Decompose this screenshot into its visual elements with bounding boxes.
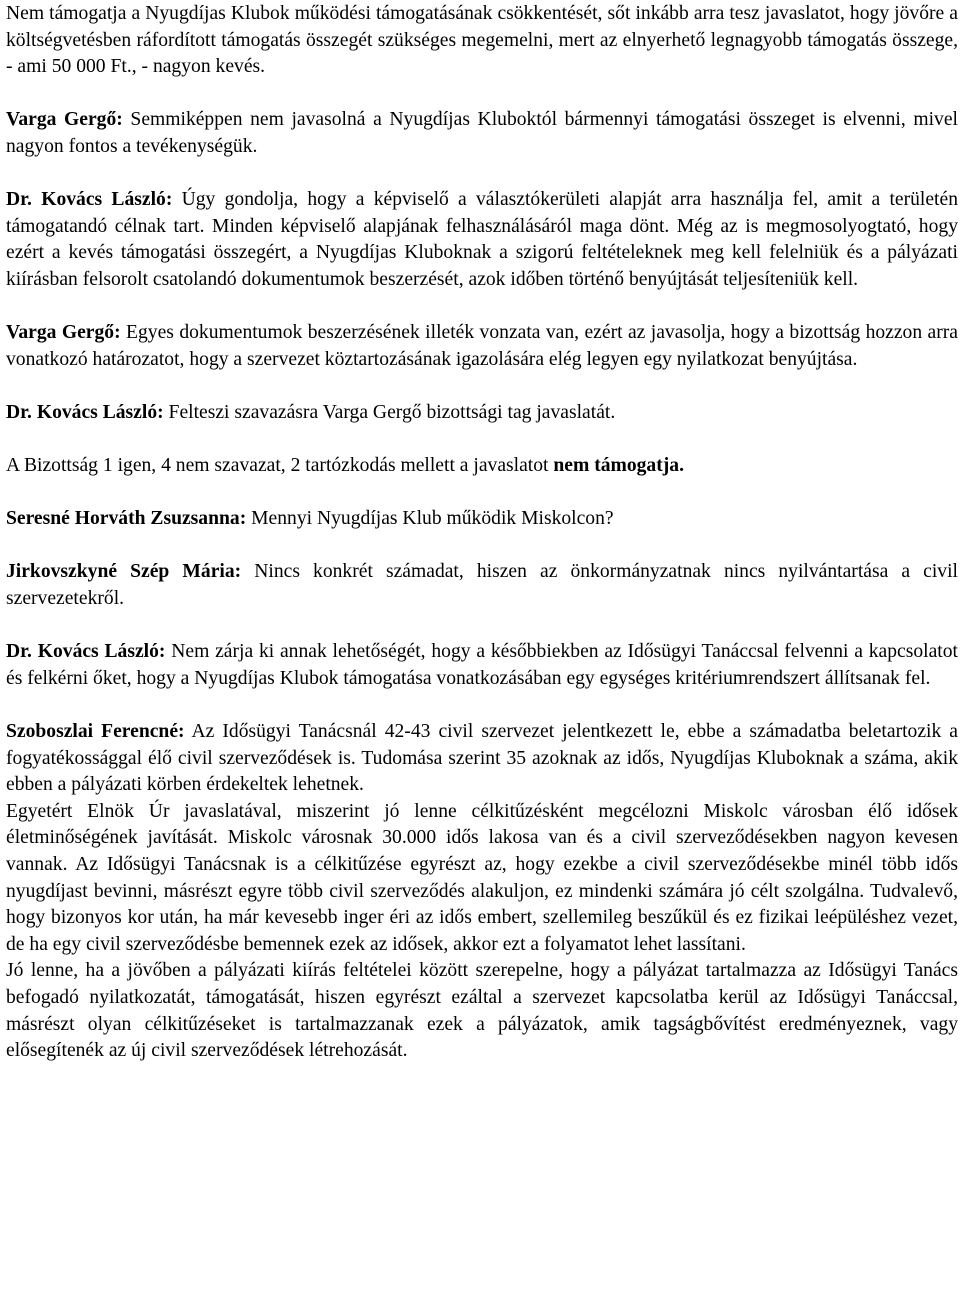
paragraph-opening [6,1,958,81]
paragraph-text: Úgy gondolja, hogy a képviselő a választókerületi alapját arra használja fel, amit a területén támogatandó célnak tart. Minden képviselő alapjának felhasználásáról maga dönt. Még az is megmosolyogtató, hogy ezért a kevés támogatási összegért, a Nyugdíjas Kluboknak a szigorú feltételeknek meg kell felelniük és a pályázati kiírásban felsorolt csatolandó dokumentumok beszerzését, azok időben történő benyújtását teljesíteniük kell. [6,189,958,290]
speaker-name: Varga Gergő: [6,109,123,131]
paragraph-varga-2 [6,320,958,373]
paragraph-text: Egyetért Elnök Úr javaslatával, miszerint jó lenne célkitűzésként megcélozni Miskolc városban élő idősek életminőségének javítását. Miskolc városnak 30.000 idős lakosa van és a civil szerveződésekben nagyon kevesen vannak. Az Idősügyi Tanácsnak is a célkitűzése egyrészt az, hogy ezekbe a civil szerveződésekbe minél több idős nyugdíjast bevinni, másrészt egyre több civil szerveződés alakuljon, ez mindenki számára jó célt szolgálna. Tudvalevő, hogy bizonyos kor után, ha már kevesebb inger éri az idős embert, szellemileg beszűkül és ez fizikai leépüléshez vezet, de ha egy civil szerveződésbe bemennek ezek az idősek, akkor ezt a folyamatot lehet lassítani. [6,800,958,955]
paragraph-text: Semmiképpen nem javasolná a Nyugdíjas Kluboktól bármennyi támogatási összeget is elvenni, mivel nagyon fontos a tevékenységük. [6,109,958,157]
paragraph-kovacs-3 [6,639,958,692]
paragraph-vote-result [6,453,958,480]
speaker-name: Szoboszlai Ferencné: [6,721,185,743]
paragraph-kovacs-1 [6,187,958,293]
paragraph-seresne [6,506,958,533]
paragraph-szoboszlai [6,719,958,799]
paragraph-szoboszlai-continued-2 [6,958,958,1064]
paragraph-jirkovszkyne [6,559,958,612]
speaker-name: Dr. Kovács László: [6,641,166,663]
paragraph-text: Mennyi Nyugdíjas Klub működik Miskolcon? [246,508,614,530]
paragraph-text: Nem támogatja a Nyugdíjas Klubok működési támogatásának csökkentését, sőt inkább arra tesz javaslatot, hogy jövőre a költségvetésben ráfordított támogatás összegét szükséges megemelni, mert az elnyerhető legnagyobb támogatás összege, - ami 50 000 Ft., - nagyon kevés. [6,3,958,78]
speaker-name: Dr. Kovács László: [6,189,173,211]
speaker-name: Dr. Kovács László: [6,401,164,423]
paragraph-text: Nem zárja ki annak lehetőségét, hogy a későbbiekben az Idősügyi Tanáccsal felvenni a kapcsolatot és felkérni őket, hogy a Nyugdíjas Klubok támogatása vonatkozásában egy egységes kritériumrendszert állítsanak fel. [6,641,958,689]
paragraph-text: Az Idősügyi Tanácsnál 42-43 civil szervezet jelentkezett le, ebbe a számadatba beletartozik a fogyatékossággal élő civil szerveződések is. Tudomása szerint 35 azoknak az idős, Nyugdíjas Kluboknak a száma, akik ebben a pályázati körben érdekeltek lehetnek. [6,721,958,796]
paragraph-varga-1 [6,107,958,160]
paragraph-text: A Bizottság 1 igen, 4 nem szavazat, 2 tartózkodás mellett a javaslatot [6,455,554,477]
speaker-name: Jirkovszkyné Szép Mária: [6,561,242,583]
paragraph-szoboszlai-continued-1 [6,799,958,959]
paragraph-text: Egyes dokumentumok beszerzésének illeték vonzata van, ezért az javasolja, hogy a bizottság hozzon arra vonatkozó határozatot, hogy a szervezet köztartozásának igazolására elég legyen egy nyilatkozat benyújtása. [6,322,959,370]
paragraph-text: Felteszi szavazásra Varga Gergő bizottsági tag javaslatát. [163,401,616,423]
vote-result-emphasis: nem támogatja. [553,455,684,477]
paragraph-text: Nincs konkrét számadat, hiszen az önkormányzatnak nincs nyilvántartása a civil szervezetekről. [6,561,958,610]
speaker-name: Seresné Horváth Zsuzsanna: [6,508,247,530]
speaker-name: Varga Gergő: [6,322,121,344]
paragraph-text: Jó lenne, ha a jövőben a pályázati kiírás feltételei között szerepelne, hogy a pályázat tartalmazza az Idősügyi Tanács befogadó nyilatkozatát, támogatását, hiszen egyrészt ezáltal a szervezet kapcsolatba kerül az Idősügyi Tanáccsal, másrészt olyan célkitűzéseket is tartalmazzanak ezek a pályázatok, amik tagságbővítést eredményeznek, vagy elősegítenék az új civil szerveződések létrehozását. [6,960,958,1062]
paragraph-kovacs-2 [6,400,958,427]
